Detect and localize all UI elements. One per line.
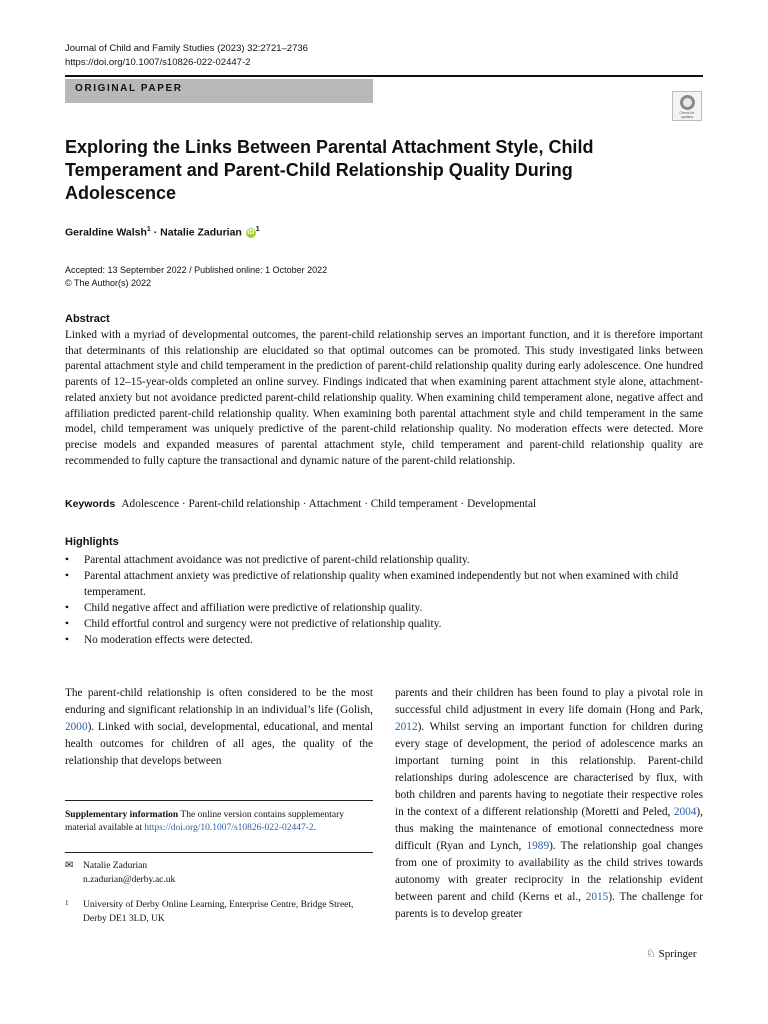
- journal-citation: Journal of Child and Family Studies (2023) 32:2721–2736: [65, 43, 308, 54]
- contact-name: Natalie Zadurian: [83, 861, 148, 871]
- list-item: • Parental attachment avoidance was not predictive of parent-child relationship quality.: [65, 552, 705, 568]
- header-rule: [65, 75, 703, 77]
- doi-link[interactable]: https://doi.org/10.1007/s10826-022-02447-2: [65, 57, 251, 68]
- copyright-line: © The Author(s) 2022: [65, 278, 152, 288]
- check-for-updates-badge[interactable]: [672, 91, 702, 121]
- body-text: The parent-child relationship is often considered to be the most enduring and significant relationship in an individual’s life (Golish,: [65, 687, 373, 716]
- affiliation-marker: 1: [255, 226, 260, 233]
- footnote-rule: [65, 852, 373, 853]
- supp-end: .: [313, 823, 317, 833]
- publisher-logo: [646, 947, 697, 960]
- citation-link[interactable]: 2004: [673, 806, 697, 818]
- highlights-heading: Highlights: [65, 536, 119, 548]
- accepted-published-line: Accepted: 13 September 2022 / Published online: 1 October 2022: [65, 265, 328, 275]
- orcid-icon[interactable]: iD: [247, 228, 255, 236]
- body-text: ), thus making the maintenance of emotional connectedness more difficult (Ryan and Lynch,: [395, 806, 703, 852]
- list-item: • No moderation effects were detected.: [65, 632, 705, 648]
- body-text: ). Whilst serving an important function for children during every stage of development, the period of adolescence marks an important turning point in this relationship. Parent-child relationships during adolescence are characterised by flux, with both children and parents having to negotiate their respective roles in the context of a different relationship (Moretti and Peled,: [395, 721, 703, 818]
- list-item: • Parental attachment anxiety was predictive of relationship quality when examined independently but not when examined with child temperament.: [65, 568, 705, 600]
- body-text: ). Linked with social, developmental, educational, and mental health outcomes for children of all ages, the quality of the relationship that develops between: [65, 721, 373, 767]
- supp-label: Supplementary information: [65, 810, 179, 820]
- author-name[interactable]: Natalie Zadurian: [160, 226, 242, 239]
- citation-link[interactable]: 1989: [526, 840, 550, 852]
- affiliation-marker: 1: [146, 226, 151, 233]
- abstract-text: Linked with a myriad of developmental outcomes, the parent-child relationship serves an important function, and it is therefore important that determinants of this relationship are elucidated so that optimal outcomes can be promoted. This study investigated links between parental attachment style and child temperament in the prediction of parent-child relationship quality during early adolescence. One hundred parents of 12–15-year-olds completed an online survey. Findings indicated that when examining parent attachment style alone, attachment-related anxiety but not avoidance predicted parent-child relationship quality. When examining child temperament alone, negative affect and affiliation predicted parent-child relationship quality. When examining both parental attachment style and child temperament in the same model, child temperament was uniquely predictive of the parent-child relationship quality. No moderation effects were detected. More precise models and expanded measures of parental attachment style, child temperament and parent-child relationship quality are recommended to fully capture the transactional and dynamic nature of the parent-child relationship.: [65, 329, 703, 467]
- citation-link[interactable]: 2012: [395, 721, 418, 733]
- author-name[interactable]: Geraldine Walsh: [65, 226, 147, 239]
- author-separator: ·: [153, 226, 158, 239]
- body-text: parents and their children has been found to play a pivotal role in successful child adjustment in every life domain (Hong and Park,: [395, 687, 703, 716]
- citation-link[interactable]: 2000: [65, 721, 88, 733]
- keywords-text: Adolescence · Parent-child relationship · Attachment · Child temperament · Developmental: [121, 498, 537, 510]
- envelope-icon: ✉: [65, 860, 74, 871]
- supplementary-info: [65, 809, 373, 835]
- body-text: ). The challenge for parents is to develop greater: [395, 891, 703, 920]
- contact-email[interactable]: n.zadurian@derby.ac.uk: [83, 875, 176, 885]
- body-column-left: [65, 685, 373, 770]
- body-column-right: [395, 685, 703, 923]
- author-list: [65, 226, 260, 239]
- affiliation-text: University of Derby Online Learning, Enterprise Centre, Bridge Street, Derby DE1 3LD, UK: [83, 900, 354, 924]
- badge-text: Check for updates: [679, 111, 695, 119]
- journal-header: [65, 42, 308, 70]
- keywords-label: Keywords: [65, 498, 116, 510]
- publisher-name: Springer: [658, 948, 697, 960]
- list-item: • Child effortful control and surgency were not predictive of relationship quality.: [65, 616, 705, 632]
- supp-text: The online version contains supplementary material available at: [65, 810, 344, 833]
- highlights-list: [65, 552, 705, 648]
- supp-link[interactable]: https://doi.org/10.1007/s10826-022-02447-2: [144, 823, 314, 833]
- citation-link[interactable]: 2015: [585, 891, 609, 903]
- abstract-heading: Abstract: [65, 313, 110, 325]
- keywords-line: [65, 498, 705, 510]
- footnote-rule: [65, 800, 373, 801]
- body-text: ). The relationship goal changes from one of proximity to availability as the child strives towards autonomy with greater reciprocity in the relationship evident between parent and child (Kerns et al.,: [395, 840, 703, 903]
- section-label: ORIGINAL PAPER: [65, 79, 373, 103]
- check-for-updates-icon: [680, 95, 695, 110]
- paper-title: Exploring the Links Between Parental Attachment Style, Child Temperament and Parent-Child Relationship Quality During Adolescence: [65, 137, 594, 203]
- publication-dates: [65, 264, 327, 290]
- list-item: • Child negative affect and affiliation were predictive of relationship quality.: [65, 600, 705, 616]
- affiliation-number: 1: [65, 899, 69, 907]
- springer-horse-icon: ♘: [646, 948, 656, 960]
